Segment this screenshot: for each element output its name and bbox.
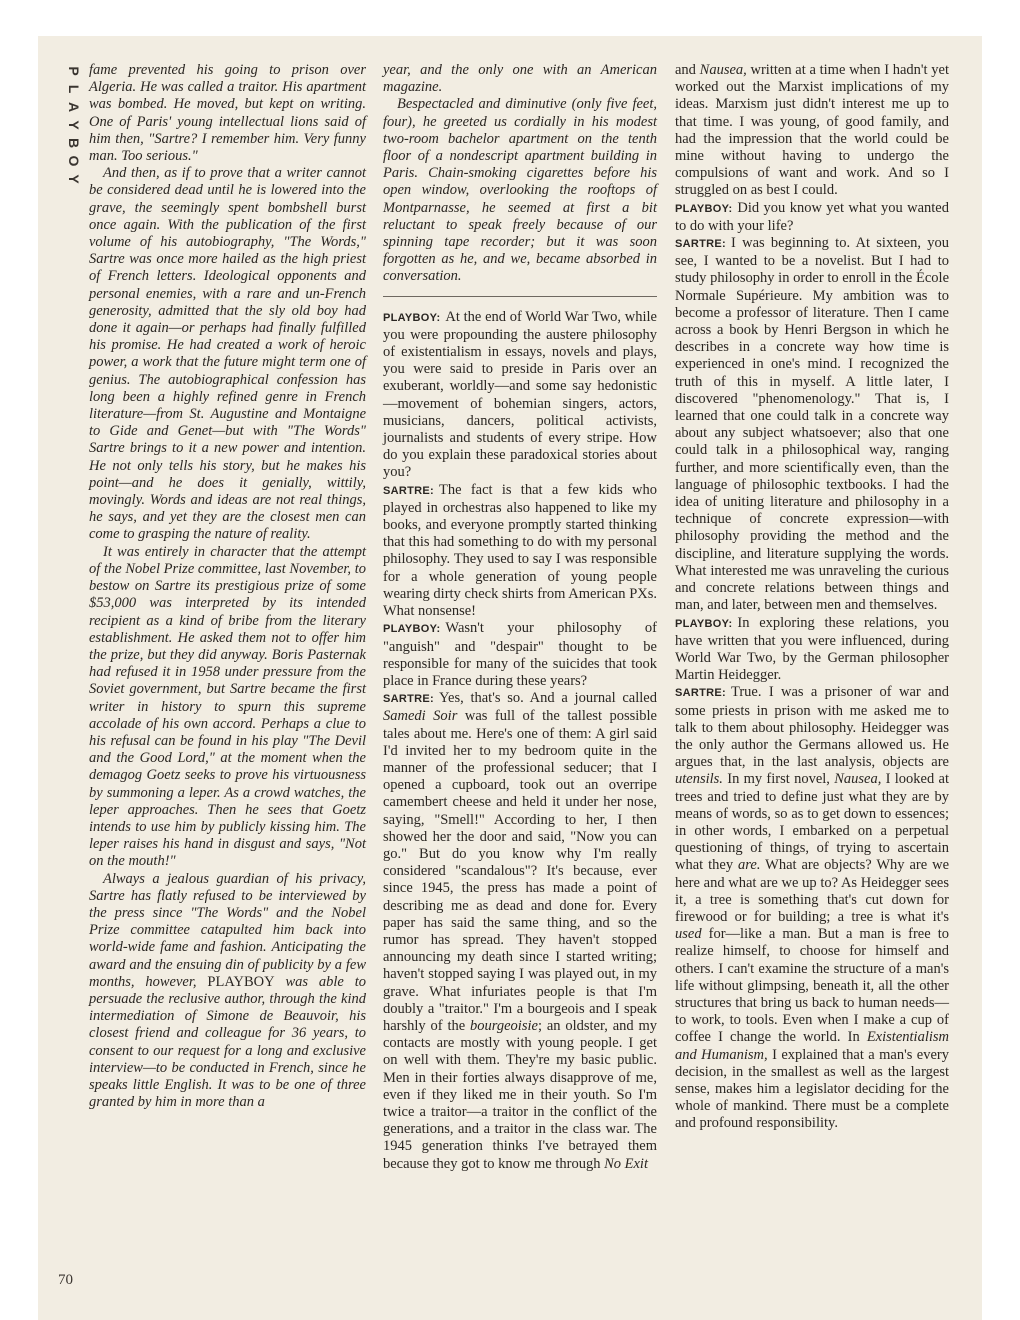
answer-text: for—like a man. But a man is free to realize himself, to choose for himself and others. I can't examine the structure of a man's life without glimpsing, beneath it, all the other structures that bring us back to human needs—to work, to tools. Even when I make a cup of coffee I change the world. In — [675, 926, 949, 1046]
interview-answer — [383, 482, 657, 621]
masthead-letter: A — [66, 101, 82, 113]
answer-text: I was beginning to. At sixteen, you see, I wanted to be a novelist. But I had to study philosophy in order to enroll in the École Normale Supérieure. My ambition was to become a professor of literature. Then I came across a book by Henri Bergson in which he describes in a concrete way how time is experienced in one's mind. I recognized the truth of this in myself. A little later, I discovered "phenomenology." That is, I learned that one could talk in a concrete way about any subject whatsoever; also that one could talk in a philosophical way, ranging further, and more scientifically even, than the language of philosophic textbooks. I had the idea of uniting literature and philosophy in a technique of concrete expression—with philosophy providing the method and the discipline, and literature supplying the words. What interested me was unraveling the curious and concrete relations between things and man, and later, between men and themselves. — [675, 235, 949, 614]
interview-answer — [675, 235, 949, 614]
answer-text: I explained that a man's every decision, in the smallest as well as the largest sense, makes him a legislator deciding for the whole of mankind. There must be a complete and profound responsibility. — [675, 1046, 950, 1132]
italic-title: Nausea, — [699, 62, 747, 78]
answer-text: was full of the tallest possible tales about me. Here's one of them: A girl said I'd invited her to my bedroom quite in the manner of the professional seducer; that I opened a cupboard, took out an overripe camembert cheese and held it under her nose, saying, "Smell!" According to her, I then showed her the door and said, "Now you can go." But do you know why I'm really considered "scandalous"? It's because, ever since 1945, the press has made a point of describing me as dead and done for. Every paper has said the same thing, and so the rumor has spread. They haven't stopped announcing my death since I started writing; haven't stopped saying I was played out, in my grave. What infuriates people is that I'm doubly a "traitor." I'm a bourgeois and I speak harshly of the — [383, 708, 657, 1034]
masthead-letter: P — [66, 66, 82, 76]
intro-paragraph: And then, as if to prove that a writer cannot be considered dead until he is lowered into the grave, the seemingly spent bombshell burst once again. With the publication of the first volume of his autobiography, "The Words," Sartre was once more hailed as the high priest of French letters. Ideological opponents and personal enemies, with a rare and un-French generosity, admitted that the sly old boy had done it again—or perhaps had finally fulfilled his promise. He had created a work of heroic power, a work that the future might term one of genius. The autobiographical confession has long been a highly refined genre in French literature—from St. Augustine and Montaigne to Gide and Genet—but with "The Words" Sartre brings to it a new power and intention. He not only tells his story, but he makes his point—and he does it genially, wittily, movingly. Words and ideas are not real things, he says, and yet they are the closest men can come to grasping the nature of reality. — [89, 165, 366, 543]
answer-text: ; an oldster, and my contacts are mostly with young people. I get on well with them. They're my basic public. Men in their forties always disapprove of me, even if they liked me in their youth. So I'm twice a traitor—a traitor in the conflict of the generations, and a traitor in the class war. The 1945 generation thinks I've betrayed them because they got to know me through — [383, 1017, 658, 1172]
speaker-label: SARTRE: — [383, 693, 434, 706]
question-text: In exploring these relations, you have written that you were influenced, during World War Two, by the German philosopher Martin Heidegger. — [675, 614, 949, 684]
italic-word: are. — [738, 857, 761, 874]
speaker-label: PLAYBOY: — [675, 202, 733, 215]
speaker-label: PLAYBOY: — [383, 623, 441, 636]
question-text: Wasn't your philosophy of "anguish" and "despair" thought to be responsible for many of the suicides that took place in France during these years? — [383, 620, 657, 689]
speaker-label: SARTRE: — [675, 687, 726, 700]
masthead-letter: Y — [66, 120, 82, 130]
page-number: 70 — [58, 1272, 73, 1288]
masthead-letter: B — [66, 137, 82, 149]
playboy-brand-text: PLAYBOY — [207, 973, 275, 990]
intro-paragraph — [89, 871, 366, 1112]
italic-title: Nausea, — [834, 771, 882, 788]
interview-question — [675, 200, 949, 235]
speaker-label: SARTRE: — [383, 484, 434, 497]
masthead-letter: L — [66, 84, 82, 94]
column-1-intro — [89, 62, 366, 1111]
question-text: Did you know yet what you wanted to do with your life? — [675, 199, 949, 234]
intro-paragraph: It was entirely in character that the attempt of the Nobel Prize committee, last November, to bestow on Sartre its prestigious prize of some $53,000 was interpreted by its intended recipient as a kind of bribe from the literary establishment. He asked them not to offer him the prize, but they did anyway. Boris Pasternak had refused it in 1958 under pressure from the Soviet government, but Sartre became the first writer in history to spurn this supreme accolade of his own accord. Perhaps a clue to his refusal can be found in his play "The Devil and the Good Lord," at the moment when the demagog Goetz seeks to prove his virtuousness by summoning a leper. As a crowd watches, the leper approaches. Then he sees that Goetz intends to use him by publicly kissing him. The leper raises his hand in disgust and says, "Not on the mouth!" — [89, 543, 366, 870]
column-2 — [383, 62, 657, 1173]
question-text: At the end of World War Two, while you were propounding the austere philosophy of existentialism in essays, novels and plays, you were said to preside in Paris over an exuberant, worldly—and some say hedonistic—movement of bohemian singers, actors, musicians, dancers, political activists, journalists and students of every stripe. How do you explain these paradoxical stories about you? — [383, 308, 657, 481]
answer-text: written at a time when I hadn't yet worked out the Marxist implications of my ideas. Marxism just didn't interest me up to that time. I was young, of good family, and had the impression that the world could be mine without having to undergo the compulsions of want and work. And so I struggled on as best I could. — [675, 62, 950, 199]
masthead-letter: Y — [66, 174, 82, 184]
answer-text: What are objects? Why are we here and what are we up to? As Heidegger sees it, a tree is something that's cut down for firewood or for building; a tree is what it's — [675, 857, 950, 925]
masthead-text — [64, 62, 84, 188]
italic-title: No Exit — [604, 1155, 648, 1172]
answer-text: I looked at trees and tried to define just what they are by means of words, so as to get down to essences; in other words, I embarked on a perpetual questioning of things, of trying to ascertain what they — [675, 771, 950, 874]
answer-text: The fact is that a few kids who played in orchestras also happened to like my books, and everyone promptly started thinking that this had something to do with my personal philosophy. They used to say I was responsible for a whole generation of young people wearing dirty check shirts from American PXs. What nonsense! — [383, 481, 657, 620]
italic-word: used — [675, 926, 702, 943]
italic-title: Samedi Soir — [383, 708, 458, 725]
text-run: was able to persuade the reclusive author, through the kind intermediation of Simone de Beauvoir, his closest friend and colleague for 36 years, to consent to our request for a long and exclusive interview—to be conducted in French, since he speaks little English. It was to be one of three granted by him in more than a — [89, 973, 366, 1111]
italic-title: Existentialism and Humanism, — [675, 1029, 949, 1063]
answer-text: Yes, that's so. And a journal called — [439, 690, 657, 707]
speaker-label: PLAYBOY: — [675, 617, 733, 630]
masthead-letter: O — [66, 155, 82, 167]
intro-paragraph: Bespectacled and diminutive (only five feet, four), he greeted us cordially in his modest two-room bachelor apartment on the tenth floor of a nondescript apartment building in Paris. Chain-smoking cigarettes before his open window, overlooking the rooftops of Montparnasse, he seemed at first a bit reluctant to speak freely because of our spinning tape recorder; but it was soon forgotten as he, and we, became absorbed in conversation. — [383, 96, 657, 285]
answer-text: and — [675, 62, 696, 78]
answer-text: In my first novel, — [727, 771, 830, 788]
speaker-label: PLAYBOY: — [383, 311, 441, 324]
intro-continued — [383, 62, 657, 286]
column-3 — [675, 62, 949, 1133]
interview-question — [675, 615, 949, 685]
intro-paragraph: year, and the only one with an American magazine. — [383, 62, 657, 96]
intro-paragraph: fame prevented his going to prison over Algeria. He was called a traitor. His apartment was bombed. He moved, but kept on writing. One of Paris' young intellectual lions said of him then, "Sartre? I remember him. Very funny man. Too serious." — [89, 62, 366, 165]
magazine-page — [38, 36, 982, 1320]
text-run: Always a jealous guardian of his privacy, Sartre has flatly refused to be interviewed by the press since "The Words" and the Nobel Prize committee catapulted him back into world-wide fame and fashion. Anticipating the award and the ensuing din of publicity by a few months, however, — [89, 870, 366, 990]
interview-answer-continued — [675, 62, 949, 200]
interview-answer — [675, 684, 949, 1132]
interview-question — [383, 309, 657, 482]
interview-question — [383, 620, 657, 690]
answer-text: True. I was a prisoner of war and some priests in prison with me asked me to talk to them about philosophy. Heidegger was the only author the Germans allowed us. He argues that, in the last analysis, objects are — [675, 684, 949, 771]
section-divider — [383, 296, 657, 297]
masthead-vertical — [64, 62, 84, 188]
italic-word: bourgeoisie — [470, 1017, 538, 1034]
italic-word: utensils. — [675, 771, 723, 788]
interview-answer — [383, 690, 657, 1173]
speaker-label: SARTRE: — [675, 238, 726, 251]
